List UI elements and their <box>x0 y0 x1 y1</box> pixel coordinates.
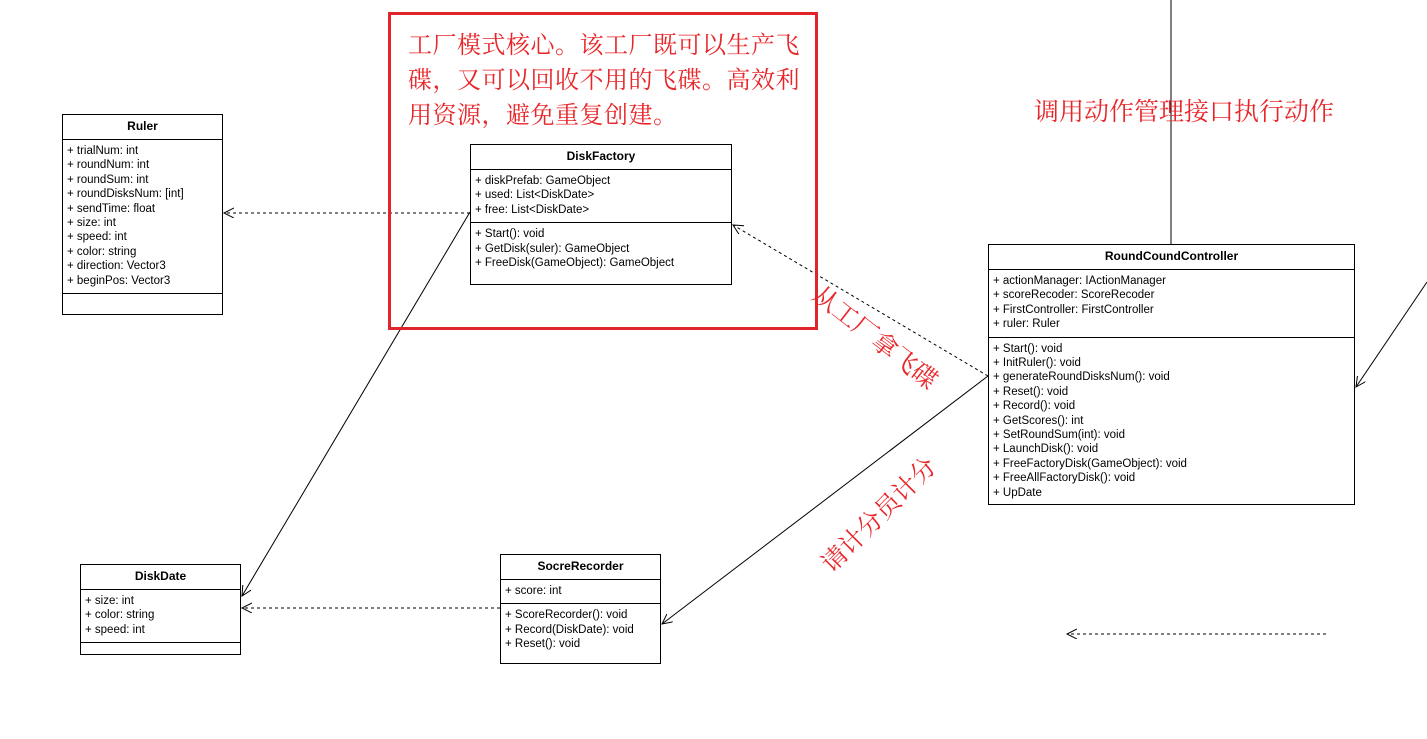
attributes-section <box>471 170 731 223</box>
attribute: + roundNum: int <box>67 159 150 172</box>
arrow-to-round-controller <box>1356 282 1427 387</box>
class-title: DiskFactory <box>471 145 731 170</box>
attribute: + FirstController: FirstController <box>993 303 1154 316</box>
attributes-section <box>501 580 660 604</box>
attribute: + roundDisksNum: [int] <box>67 188 184 201</box>
method: + Reset(): void <box>993 385 1069 398</box>
methods-section <box>501 604 660 656</box>
method: + Start(): void <box>993 342 1063 355</box>
methods-section <box>81 643 240 649</box>
attributes-section <box>989 270 1354 338</box>
method: + LaunchDisk(): void <box>993 443 1099 456</box>
action-manager-note: 调用动作管理接口执行动作 <box>1034 97 1335 126</box>
method: + InitRuler(): void <box>993 357 1081 370</box>
attribute: + diskPrefab: GameObject <box>475 175 611 187</box>
class-title: DiskDate <box>81 565 240 590</box>
attribute: + actionManager: IActionManager <box>993 275 1166 287</box>
method: + GetScores(): int <box>993 414 1084 427</box>
attribute: + direction: Vector3 <box>67 260 166 273</box>
method: + FreeDisk(GameObject): GameObject <box>475 257 675 270</box>
methods-section <box>63 294 222 313</box>
method: + Record(DiskDate): void <box>505 623 634 636</box>
attribute: + beginPos: Vector3 <box>67 274 171 287</box>
class-title: Ruler <box>63 115 222 140</box>
attribute: + scoreRecoder: ScoreRecoder <box>993 289 1155 302</box>
ruler-class[interactable] <box>62 114 223 315</box>
attribute: + size: int <box>85 595 134 607</box>
method: + SetRoundSum(int): void <box>993 429 1125 442</box>
association-controller-to-recorder <box>662 376 988 624</box>
round-controller-class[interactable] <box>988 244 1355 505</box>
factory-core-note: 工厂模式核心。该工厂既可以生产飞碟，又可以回收不用的飞碟。高效利用资源，避免重复创建。 <box>408 31 800 129</box>
methods-section <box>471 223 731 275</box>
attribute: + speed: int <box>85 623 145 636</box>
attribute: + speed: int <box>67 231 127 244</box>
attribute: + ruler: Ruler <box>993 318 1060 331</box>
attribute: + color: string <box>67 245 137 258</box>
class-title: RoundCoundController <box>989 245 1354 270</box>
disk-factory-class[interactable] <box>470 144 732 285</box>
attributes-section <box>63 140 222 294</box>
attribute: + size: int <box>67 217 116 230</box>
disk-date-class[interactable] <box>80 564 241 655</box>
method: + Record(): void <box>993 400 1076 413</box>
get-disk-note: 从工厂拿飞碟 <box>807 279 944 396</box>
attribute: + score: int <box>505 585 562 597</box>
attribute: + trialNum: int <box>67 145 139 157</box>
method: + GetDisk(suler): GameObject <box>475 242 630 255</box>
attribute: + used: List<DiskDate> <box>475 189 595 202</box>
method: + Reset(): void <box>505 638 581 651</box>
method: + FreeAllFactoryDisk(): void <box>993 472 1136 485</box>
method: + Start(): void <box>475 228 545 241</box>
attribute: + color: string <box>85 609 155 622</box>
class-title: SocreRecorder <box>501 555 660 580</box>
method: + generateRoundDisksNum(): void <box>993 371 1170 384</box>
attributes-section <box>81 590 240 643</box>
method: + FreeFactoryDisk(GameObject): void <box>993 457 1187 470</box>
score-recorder-class[interactable] <box>500 554 661 664</box>
attribute: + sendTime: float <box>67 202 156 215</box>
attribute: + free: List<DiskDate> <box>475 203 590 216</box>
method: + UpDate <box>993 486 1042 499</box>
attribute: + roundSum: int <box>67 173 149 186</box>
methods-section <box>989 338 1354 505</box>
score-note: 请计分员计分 <box>815 451 943 579</box>
method: + ScoreRecorder(): void <box>505 609 628 622</box>
